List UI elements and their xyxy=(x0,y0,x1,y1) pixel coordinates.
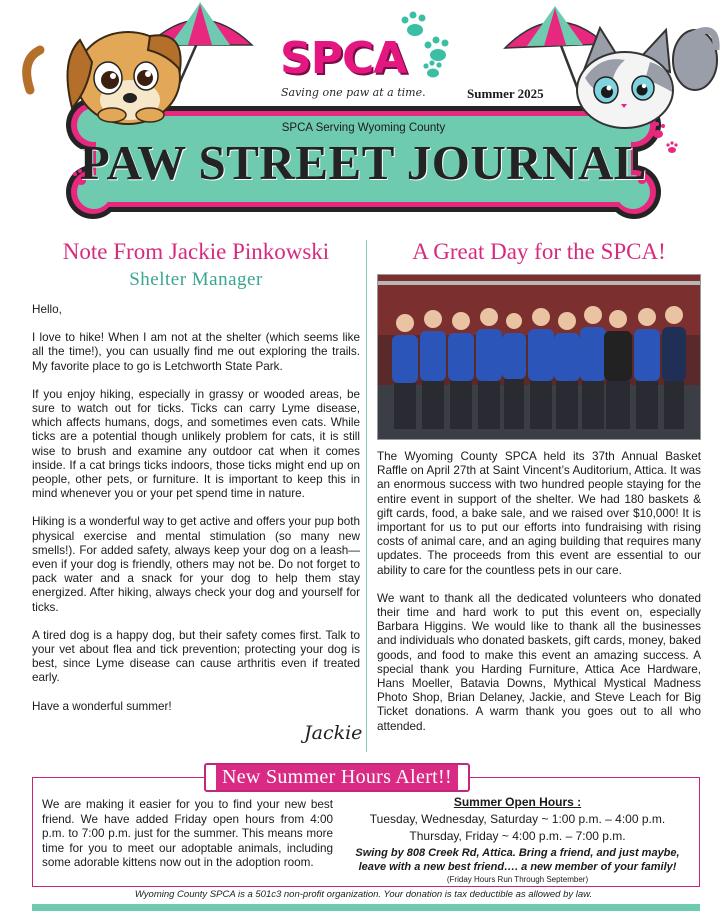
left-article-title: Note From Jackie Pinkowski xyxy=(62,239,330,264)
paragraph: If you enjoy hiking, especially in grassy or wooded areas, be sure to watch out for ticks. Ticks can carry Lyme disease, which affects humans, dogs, and sometimes even cats. While ticks are a potential though unlikely problem for cats, it is still wise to brush and examine any outdoor cat when it comes inside. If a cat brings ticks indoors, those ticks might end up on people, other pets, or furniture. It is important to keep this in mind whenever you or your pet spend time in nature. xyxy=(32,387,360,501)
journal-title: PAW STREET JOURNAL xyxy=(79,135,648,190)
spca-logo: SPCA xyxy=(280,33,407,84)
left-article xyxy=(32,238,360,728)
hours-schedule xyxy=(345,795,690,884)
paragraph: A tired dog is a happy dog, but their safety comes first. Talk to your vet about flea and tick prevention; protecting your dog is best, since Lyme disease can cause arthritis even if treated early. xyxy=(32,628,360,685)
right-article xyxy=(377,238,701,748)
right-article-title: A Great Day for the SPCA! xyxy=(412,239,666,264)
paragraph: We want to thank all the dedicated volunteers who donated their time and hard work to put this event on, especially Barbara Higgins. We would like to thank all the businesses and individuals who donated baskets, gift cards, money, baked goods, and food to make this event an amazing success. A special thank you Harding Furniture, Attica Ace Hardware, Hans Moeller, Batavia Downs, Mythical Mystical Madness Photo Shop, Brian Delaney, Jackie, and Steve Leach for Big Ticket donations. A warm thank you goes out to all who attended. xyxy=(377,591,701,733)
paragraph: I love to hike! When I am not at the shelter (which seems like all the time!), you can usually find me out exploring the trails. My favorite place to go is Letchworth State Park. xyxy=(32,331,360,373)
footer-bar xyxy=(32,904,700,911)
county-line: SPCA Serving Wyoming County xyxy=(281,122,446,134)
hours-line-1: Tuesday, Wednesday, Saturday ~ 1:00 p.m. – 4:00 p.m. xyxy=(369,812,666,826)
hours-alert-banner xyxy=(204,763,470,792)
photo-illustration xyxy=(378,275,701,440)
paragraph: Have a wonderful summer! xyxy=(32,699,172,713)
tagline: Saving one paw at a time. xyxy=(281,86,426,99)
issue-date: Summer 2025 xyxy=(467,86,544,101)
column-divider xyxy=(366,240,367,752)
hours-heading: Summer Open Hours : xyxy=(453,795,582,809)
signature: Jackie xyxy=(304,722,363,744)
footer-disclaimer: Wyoming County SPCA is a 501c3 non-profit organization. Your donation is tax deductible as allowed by law. xyxy=(134,889,593,900)
hours-description: We are making it easier for you to find your new best friend. We have added Friday open hours from 4:00 p.m. to 7:00 p.m. just for the summer. This means more time for you to meet our adoptable animals, including some adorable kittens now out in the adoption room. xyxy=(42,798,333,870)
masthead xyxy=(0,0,727,232)
teal-paw-icon xyxy=(402,12,449,78)
left-article-subtitle: Shelter Manager xyxy=(129,269,263,290)
hours-note: (Friday Hours Run Through September) xyxy=(446,875,589,884)
hours-alert-title: New Summer Hours Alert!! xyxy=(216,765,458,790)
paragraph: The Wyoming County SPCA held its 37th Annual Basket Raffle on April 27th at Saint Vincent’s Auditorium, Attica. It was an enormous success with two hundred people staying for the entire event in support of the shelter. We had 180 baskets & gift cards, food, a bake sale, and we raised over $10,000! It is important for us to put our efforts into fundraising with rising costs of animal care, and an aging building that requires many updates. The proceeds from this event are essential to our ability to care for the countless pets in our care. xyxy=(377,450,701,577)
volunteer-group-photo xyxy=(377,274,701,440)
paragraph: Hiking is a wonderful way to get active and offers your pup both physical exercise and mental stimulation (so many new smells!). For added safety, always keep your dog on a leash—even if your dog is friendly, others may not be. Do not forget to pack water and a snack for your dog to help them stay energized. After hiking, always check your dog and yourself for ticks. xyxy=(32,515,360,614)
left-article-body xyxy=(32,303,360,714)
cat-illustration xyxy=(577,28,717,128)
hours-invite: Swing by 808 Creek Rd, Attica. Bring a friend, and just maybe, leave with a new best friend…. a new member of your family! xyxy=(355,847,680,873)
hours-line-2: Thursday, Friday ~ 4:00 p.m. – 7:00 p.m. xyxy=(409,829,626,843)
dog-illustration xyxy=(27,32,181,124)
paragraph: Hello, xyxy=(32,303,62,316)
right-article-body xyxy=(377,450,701,734)
